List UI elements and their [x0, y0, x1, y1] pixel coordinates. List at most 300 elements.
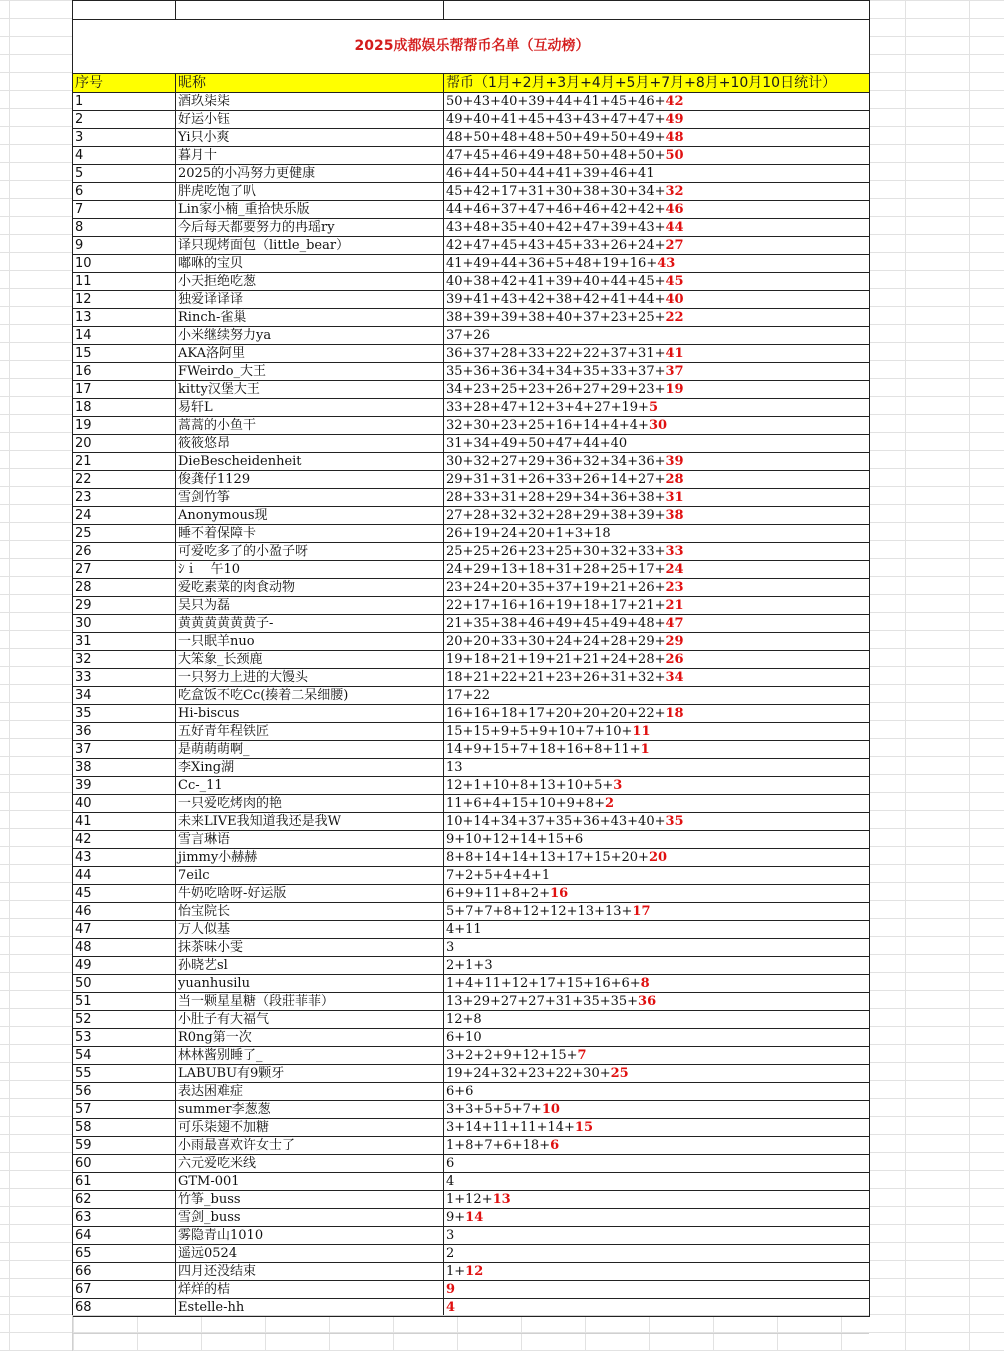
- row-index-cell[interactable]: 12: [73, 291, 176, 309]
- coins-latest: 21: [665, 598, 684, 613]
- nickname-cell[interactable]: ｼｉ 午10: [176, 561, 444, 579]
- coins-cell[interactable]: [444, 1263, 870, 1281]
- coins-cell[interactable]: [444, 759, 870, 777]
- nickname-cell[interactable]: 一只爱吃烤肉的艳: [176, 795, 444, 813]
- table-row: [73, 939, 870, 957]
- cell[interactable]: [176, 1, 444, 20]
- title-row: [73, 20, 870, 74]
- header-coins[interactable]: 帮币（1月+2月+3月+4月+5月+7月+8月+10月10日统计）: [444, 74, 870, 93]
- row-index-cell[interactable]: 68: [73, 1299, 176, 1317]
- row-index-cell[interactable]: 16: [73, 363, 176, 381]
- row-index-cell[interactable]: 5: [73, 165, 176, 183]
- coins-cell[interactable]: [444, 471, 870, 489]
- coins-latest: 27: [665, 238, 684, 253]
- table-row: [73, 1299, 870, 1317]
- coins-cell[interactable]: [444, 777, 870, 795]
- coins-latest: 15: [574, 1120, 593, 1135]
- nickname-cell[interactable]: 蒿蒿的小鱼干: [176, 417, 444, 435]
- coins-base: 12+1+10+8+13+10+5+: [446, 778, 614, 793]
- coins-cell[interactable]: [444, 363, 870, 381]
- coins-cell[interactable]: [444, 1155, 870, 1173]
- table-row: [73, 507, 870, 525]
- coins-base: 33+28+47+12+3+4+27+19+: [446, 400, 649, 415]
- cell[interactable]: [73, 1, 176, 20]
- coins-cell[interactable]: [444, 921, 870, 939]
- coins-cell[interactable]: [444, 1137, 870, 1155]
- coins-cell[interactable]: [444, 561, 870, 579]
- row-index-cell[interactable]: 6: [73, 183, 176, 201]
- table-row: [73, 1101, 870, 1119]
- coins-cell[interactable]: [444, 129, 870, 147]
- row-index-cell[interactable]: 56: [73, 1083, 176, 1101]
- table-row: [73, 543, 870, 561]
- coins-latest: 11: [632, 724, 651, 739]
- coins-base: 31+34+49+50+47+44+40: [446, 436, 628, 451]
- coins-cell[interactable]: [444, 1227, 870, 1245]
- table-row: [73, 381, 870, 399]
- table-row: [73, 957, 870, 975]
- nickname-cell[interactable]: 7eilc: [176, 867, 444, 885]
- coins-base: 3+3+5+5+7+: [446, 1102, 542, 1117]
- row-index-cell[interactable]: 47: [73, 921, 176, 939]
- coins-base: 20+20+33+30+24+24+28+29+: [446, 634, 666, 649]
- row-index-cell[interactable]: 65: [73, 1245, 176, 1263]
- coins-cell[interactable]: [444, 255, 870, 273]
- nickname-cell[interactable]: Estelle-hh: [176, 1299, 444, 1317]
- coins-latest: 32: [665, 184, 684, 199]
- coins-cell[interactable]: [444, 201, 870, 219]
- coins-cell[interactable]: [444, 111, 870, 129]
- coins-cell[interactable]: [444, 867, 870, 885]
- nickname-cell[interactable]: 好运小钰: [176, 111, 444, 129]
- coins-cell[interactable]: [444, 741, 870, 759]
- row-index-cell[interactable]: 28: [73, 579, 176, 597]
- row-index-cell[interactable]: 49: [73, 957, 176, 975]
- nickname-cell[interactable]: 雪剑竹筝: [176, 489, 444, 507]
- row-index-cell[interactable]: 17: [73, 381, 176, 399]
- row-index-cell[interactable]: 8: [73, 219, 176, 237]
- table-row: [73, 219, 870, 237]
- row-index-cell[interactable]: 57: [73, 1101, 176, 1119]
- coins-cell[interactable]: [444, 1047, 870, 1065]
- table-row: [73, 165, 870, 183]
- row-index-cell[interactable]: 53: [73, 1029, 176, 1047]
- nickname-cell[interactable]: 四月还没结束: [176, 1263, 444, 1281]
- row-index-cell[interactable]: 62: [73, 1191, 176, 1209]
- row-index-cell[interactable]: 22: [73, 471, 176, 489]
- nickname-cell[interactable]: R0ng第一次: [176, 1029, 444, 1047]
- coins-cell[interactable]: [444, 1299, 870, 1317]
- nickname-cell[interactable]: AKA洛阿里: [176, 345, 444, 363]
- coins-cell[interactable]: [444, 831, 870, 849]
- coins-latest: 24: [665, 562, 684, 577]
- row-index-cell[interactable]: 23: [73, 489, 176, 507]
- nickname-cell[interactable]: Hi-biscus: [176, 705, 444, 723]
- coins-cell[interactable]: [444, 1011, 870, 1029]
- coins-base: 6: [446, 1156, 455, 1171]
- nickname-cell[interactable]: 抹茶味小雯: [176, 939, 444, 957]
- nickname-cell[interactable]: 酒玖柒柒: [176, 93, 444, 111]
- table-row: [73, 273, 870, 291]
- row-index-cell[interactable]: 31: [73, 633, 176, 651]
- coins-cell[interactable]: [444, 615, 870, 633]
- nickname-cell[interactable]: DieBescheidenheit: [176, 453, 444, 471]
- table-row: [73, 237, 870, 255]
- table-row: [73, 687, 870, 705]
- row-index-cell[interactable]: 66: [73, 1263, 176, 1281]
- nickname-cell[interactable]: 烊烊的桔: [176, 1281, 444, 1299]
- nickname-cell[interactable]: 吴只为磊: [176, 597, 444, 615]
- table-row: [73, 579, 870, 597]
- nickname-cell[interactable]: 遥远0524: [176, 1245, 444, 1263]
- coins-cell[interactable]: [444, 1119, 870, 1137]
- nickname-cell[interactable]: 李Xing湖: [176, 759, 444, 777]
- nickname-cell[interactable]: 牛奶吃啥呀-好运版: [176, 885, 444, 903]
- coins-cell[interactable]: [444, 1029, 870, 1047]
- coins-base: 22+17+16+16+19+18+17+21+: [446, 598, 666, 613]
- coins-base: 34+23+25+23+26+27+29+23+: [446, 382, 666, 397]
- coins-base: 15+15+9+5+9+10+7+10+: [446, 724, 633, 739]
- coins-cell[interactable]: [444, 939, 870, 957]
- coins-cell[interactable]: [444, 957, 870, 975]
- row-index-cell[interactable]: 26: [73, 543, 176, 561]
- nickname-cell[interactable]: 一只眠羊nuo: [176, 633, 444, 651]
- coins-base: 21+35+38+46+49+45+49+48+: [446, 616, 666, 631]
- nickname-cell[interactable]: 是萌萌萌啊_: [176, 741, 444, 759]
- nickname-cell[interactable]: yuanhusilu: [176, 975, 444, 993]
- coins-cell[interactable]: [444, 435, 870, 453]
- nickname-cell[interactable]: 译只现烤面包（little_bear）: [176, 237, 444, 255]
- nickname-cell[interactable]: summer李葱葱: [176, 1101, 444, 1119]
- coins-cell[interactable]: [444, 903, 870, 921]
- coins-cell[interactable]: [444, 669, 870, 687]
- row-index-cell[interactable]: 25: [73, 525, 176, 543]
- row-index-cell[interactable]: 55: [73, 1065, 176, 1083]
- table-row: [73, 111, 870, 129]
- row-index-cell[interactable]: 19: [73, 417, 176, 435]
- row-index-cell[interactable]: 13: [73, 309, 176, 327]
- nickname-cell[interactable]: 五好青年程铁匠: [176, 723, 444, 741]
- table-row: [73, 327, 870, 345]
- coins-cell[interactable]: [444, 291, 870, 309]
- row-index-cell[interactable]: 11: [73, 273, 176, 291]
- coins-base: 25+25+26+23+25+30+32+33+: [446, 544, 666, 559]
- coins-cell[interactable]: [444, 579, 870, 597]
- row-index-cell[interactable]: 10: [73, 255, 176, 273]
- row-index-cell[interactable]: 15: [73, 345, 176, 363]
- row-index-cell[interactable]: 46: [73, 903, 176, 921]
- row-index-cell[interactable]: 42: [73, 831, 176, 849]
- coins-cell[interactable]: [444, 489, 870, 507]
- coins-cell[interactable]: [444, 543, 870, 561]
- sheet-title[interactable]: 2025成都娱乐帮帮币名单（互动榜）: [73, 20, 870, 74]
- row-index-cell[interactable]: 67: [73, 1281, 176, 1299]
- nickname-cell[interactable]: Anonymous现: [176, 507, 444, 525]
- coins-cell[interactable]: [444, 219, 870, 237]
- coins-cell[interactable]: [444, 381, 870, 399]
- coins-base: 19+18+21+19+21+21+24+28+: [446, 652, 666, 667]
- header-index[interactable]: 序号: [73, 74, 176, 93]
- coins-latest: 18: [665, 706, 684, 721]
- row-index-cell[interactable]: 3: [73, 129, 176, 147]
- table-row: [73, 345, 870, 363]
- coins-base: 39+41+43+42+38+42+41+44+: [446, 292, 666, 307]
- nickname-cell[interactable]: 怡宝院长: [176, 903, 444, 921]
- nickname-cell[interactable]: 易轩L: [176, 399, 444, 417]
- row-index-cell[interactable]: 43: [73, 849, 176, 867]
- table-row: [73, 417, 870, 435]
- table-row: [73, 1281, 870, 1299]
- coins-cell[interactable]: [444, 723, 870, 741]
- row-index-cell[interactable]: 33: [73, 669, 176, 687]
- coins-latest: 44: [665, 220, 684, 235]
- coins-base: 1+12+: [446, 1192, 493, 1207]
- coins-cell[interactable]: [444, 165, 870, 183]
- coins-cell[interactable]: [444, 309, 870, 327]
- row-index-cell[interactable]: 50: [73, 975, 176, 993]
- coins-latest: 39: [665, 454, 684, 469]
- nickname-cell[interactable]: 未来LIVE我知道我还是我W: [176, 813, 444, 831]
- coins-cell[interactable]: [444, 273, 870, 291]
- coins-latest: 48: [665, 130, 684, 145]
- coins-base: 13+29+27+27+31+35+35+: [446, 994, 639, 1009]
- coins-cell[interactable]: [444, 327, 870, 345]
- nickname-cell[interactable]: LABUBU有9颗牙: [176, 1065, 444, 1083]
- coins-cell[interactable]: [444, 147, 870, 165]
- nickname-cell[interactable]: 可乐柒翅不加糖: [176, 1119, 444, 1137]
- coins-base: 35+36+36+34+34+35+33+37+: [446, 364, 666, 379]
- coins-base: 2: [446, 1246, 455, 1261]
- nickname-cell[interactable]: 暮月十: [176, 147, 444, 165]
- nickname-cell[interactable]: jimmy小赫赫: [176, 849, 444, 867]
- coins-base: 10+14+34+37+35+36+43+40+: [446, 814, 666, 829]
- row-index-cell[interactable]: 40: [73, 795, 176, 813]
- row-index-cell[interactable]: 38: [73, 759, 176, 777]
- coins-latest: 35: [665, 814, 684, 829]
- row-index-cell[interactable]: 58: [73, 1119, 176, 1137]
- coins-cell[interactable]: [444, 687, 870, 705]
- coins-cell[interactable]: [444, 1065, 870, 1083]
- coins-cell[interactable]: [444, 1281, 870, 1299]
- coins-base: 47+45+46+49+48+50+48+50+: [446, 148, 666, 163]
- nickname-cell[interactable]: 黄黄黄黄黄黄子-: [176, 615, 444, 633]
- row-index-cell[interactable]: 61: [73, 1173, 176, 1191]
- nickname-cell[interactable]: Cc-_11: [176, 777, 444, 795]
- table-row: [73, 1011, 870, 1029]
- coins-base: 3: [446, 940, 455, 955]
- coins-cell[interactable]: [444, 453, 870, 471]
- coins-latest: 7: [577, 1048, 587, 1063]
- nickname-cell[interactable]: 今后每天都要努力的冉瑶ry: [176, 219, 444, 237]
- table-row: [73, 399, 870, 417]
- row-index-cell[interactable]: 41: [73, 813, 176, 831]
- coins-latest: 46: [665, 202, 684, 217]
- nickname-cell[interactable]: 小雨最喜欢许女士了: [176, 1137, 444, 1155]
- coins-cell[interactable]: [444, 1173, 870, 1191]
- table-row: [73, 201, 870, 219]
- coins-base: 44+46+37+47+46+46+42+42+: [446, 202, 666, 217]
- coins-cell[interactable]: [444, 633, 870, 651]
- coins-cell[interactable]: [444, 1245, 870, 1263]
- nickname-cell[interactable]: 小肚子有大福气: [176, 1011, 444, 1029]
- row-index-cell[interactable]: 45: [73, 885, 176, 903]
- row-index-cell[interactable]: 37: [73, 741, 176, 759]
- coins-base: 6+10: [446, 1030, 482, 1045]
- row-index-cell[interactable]: 30: [73, 615, 176, 633]
- nickname-cell[interactable]: 吃盒饭不吃Cc(揍着二呆细腰): [176, 687, 444, 705]
- coins-cell[interactable]: [444, 651, 870, 669]
- coins-cell[interactable]: [444, 1191, 870, 1209]
- coins-cell[interactable]: [444, 849, 870, 867]
- nickname-cell[interactable]: 孙晓艺sl: [176, 957, 444, 975]
- nickname-cell[interactable]: 当一颗星星糖（段莊菲菲）: [176, 993, 444, 1011]
- coins-cell[interactable]: [444, 1209, 870, 1227]
- coins-base: 9+: [446, 1210, 466, 1225]
- row-index-cell[interactable]: 36: [73, 723, 176, 741]
- nickname-cell[interactable]: 林林酱别睡了_: [176, 1047, 444, 1065]
- nickname-cell[interactable]: 小天拒绝吃葱: [176, 273, 444, 291]
- table-row: [73, 669, 870, 687]
- nickname-cell[interactable]: 俊龚仔1129: [176, 471, 444, 489]
- coins-base: 19+24+32+23+22+30+: [446, 1066, 611, 1081]
- coins-cell[interactable]: [444, 183, 870, 201]
- nickname-cell[interactable]: 雾隐青山1010: [176, 1227, 444, 1245]
- table-row: [73, 705, 870, 723]
- nickname-cell[interactable]: Yi只小爽: [176, 129, 444, 147]
- cell[interactable]: [444, 1, 870, 20]
- header-nickname[interactable]: 昵称: [176, 74, 444, 93]
- row-index-cell[interactable]: 27: [73, 561, 176, 579]
- coins-cell[interactable]: [444, 93, 870, 111]
- row-index-cell[interactable]: 64: [73, 1227, 176, 1245]
- coins-cell[interactable]: [444, 597, 870, 615]
- table-row: [73, 885, 870, 903]
- row-index-cell[interactable]: 4: [73, 147, 176, 165]
- table-row: [73, 831, 870, 849]
- row-index-cell[interactable]: 29: [73, 597, 176, 615]
- row-index-cell[interactable]: 59: [73, 1137, 176, 1155]
- coins-cell[interactable]: [444, 399, 870, 417]
- nickname-cell[interactable]: Lin家小楠_重拾快乐版: [176, 201, 444, 219]
- coins-base: 46+44+50+44+41+39+46+41: [446, 166, 655, 181]
- coins-cell[interactable]: [444, 1083, 870, 1101]
- coins-latest: 42: [665, 94, 684, 109]
- row-index-cell[interactable]: 54: [73, 1047, 176, 1065]
- coins-latest: 4: [446, 1300, 456, 1315]
- row-index-cell[interactable]: 1: [73, 93, 176, 111]
- coins-cell[interactable]: [444, 1101, 870, 1119]
- coins-cell[interactable]: [444, 507, 870, 525]
- coins-base: 7+2+5+4+4+1: [446, 868, 551, 883]
- coins-latest: 5: [648, 400, 658, 415]
- coins-base: 2+1+3: [446, 958, 493, 973]
- nickname-cell[interactable]: 表达困难症: [176, 1083, 444, 1101]
- nickname-cell[interactable]: 2025的小冯努力更健康: [176, 165, 444, 183]
- row-index-cell[interactable]: 24: [73, 507, 176, 525]
- row-index-cell[interactable]: 63: [73, 1209, 176, 1227]
- row-index-cell[interactable]: 7: [73, 201, 176, 219]
- coins-latest: 3: [613, 778, 623, 793]
- row-index-cell[interactable]: 51: [73, 993, 176, 1011]
- nickname-cell[interactable]: 睡不着保障卡: [176, 525, 444, 543]
- coins-cell[interactable]: [444, 813, 870, 831]
- coins-cell[interactable]: [444, 237, 870, 255]
- row-index-cell[interactable]: 44: [73, 867, 176, 885]
- nickname-cell[interactable]: 竹筝_buss: [176, 1191, 444, 1209]
- nickname-cell[interactable]: 大笨象_长颈鹿: [176, 651, 444, 669]
- nickname-cell[interactable]: 爱吃素菜的肉食动物: [176, 579, 444, 597]
- row-index-cell[interactable]: 35: [73, 705, 176, 723]
- table-row: [73, 471, 870, 489]
- coins-latest: 33: [665, 544, 684, 559]
- row-index-cell[interactable]: 32: [73, 651, 176, 669]
- table-row: [73, 651, 870, 669]
- coins-latest: 47: [665, 616, 684, 631]
- coins-base: 38+39+39+38+40+37+23+25+: [446, 310, 666, 325]
- coins-cell[interactable]: [444, 705, 870, 723]
- nickname-cell[interactable]: 雪言琳语: [176, 831, 444, 849]
- nickname-cell[interactable]: FWeirdo_大王: [176, 363, 444, 381]
- row-index-cell[interactable]: 60: [73, 1155, 176, 1173]
- nickname-cell[interactable]: 小米继续努力ya: [176, 327, 444, 345]
- coins-cell[interactable]: [444, 525, 870, 543]
- coins-latest: 26: [665, 652, 684, 667]
- row-index-cell[interactable]: 18: [73, 399, 176, 417]
- table-row: [73, 525, 870, 543]
- nickname-cell[interactable]: 六元爱吃米线: [176, 1155, 444, 1173]
- table-row: [73, 1191, 870, 1209]
- row-index-cell[interactable]: 20: [73, 435, 176, 453]
- row-index-cell[interactable]: 14: [73, 327, 176, 345]
- row-index-cell[interactable]: 39: [73, 777, 176, 795]
- coins-cell[interactable]: [444, 345, 870, 363]
- coins-cell[interactable]: [444, 417, 870, 435]
- coins-base: 26+19+24+20+1+3+18: [446, 526, 611, 541]
- coins-cell[interactable]: [444, 993, 870, 1011]
- nickname-cell[interactable]: 一只努力上进的大馒头: [176, 669, 444, 687]
- nickname-cell[interactable]: GTM-001: [176, 1173, 444, 1191]
- nickname-cell[interactable]: 胖虎吃饱了叭: [176, 183, 444, 201]
- nickname-cell[interactable]: Rinch-雀巢: [176, 309, 444, 327]
- coins-base: 42+47+45+43+45+33+26+24+: [446, 238, 666, 253]
- row-index-cell[interactable]: 48: [73, 939, 176, 957]
- coins-cell[interactable]: [444, 975, 870, 993]
- nickname-cell[interactable]: 可爱吃多了的小盈子呀: [176, 543, 444, 561]
- nickname-cell[interactable]: 雪剑_buss: [176, 1209, 444, 1227]
- empty-grid-area: [72, 1315, 869, 1351]
- nickname-cell[interactable]: 筱筱悠昂: [176, 435, 444, 453]
- coins-cell[interactable]: [444, 795, 870, 813]
- coins-base: 23+24+20+35+37+19+21+26+: [446, 580, 666, 595]
- nickname-cell[interactable]: 独爱译译译: [176, 291, 444, 309]
- row-index-cell[interactable]: 52: [73, 1011, 176, 1029]
- table-row: [73, 561, 870, 579]
- table-row: [73, 993, 870, 1011]
- row-index-cell[interactable]: 2: [73, 111, 176, 129]
- coins-latest: 10: [541, 1102, 560, 1117]
- row-index-cell[interactable]: 21: [73, 453, 176, 471]
- row-index-cell[interactable]: 34: [73, 687, 176, 705]
- row-index-cell[interactable]: 9: [73, 237, 176, 255]
- nickname-cell[interactable]: 万人似基: [176, 921, 444, 939]
- coins-base: 3+14+11+11+14+: [446, 1120, 575, 1135]
- nickname-cell[interactable]: kitty汉堡大王: [176, 381, 444, 399]
- table-row: [73, 1083, 870, 1101]
- coins-latest: 8: [640, 976, 650, 991]
- nickname-cell[interactable]: 嘟咻的宝贝: [176, 255, 444, 273]
- blank-top-row: [73, 1, 870, 20]
- coins-cell[interactable]: [444, 885, 870, 903]
